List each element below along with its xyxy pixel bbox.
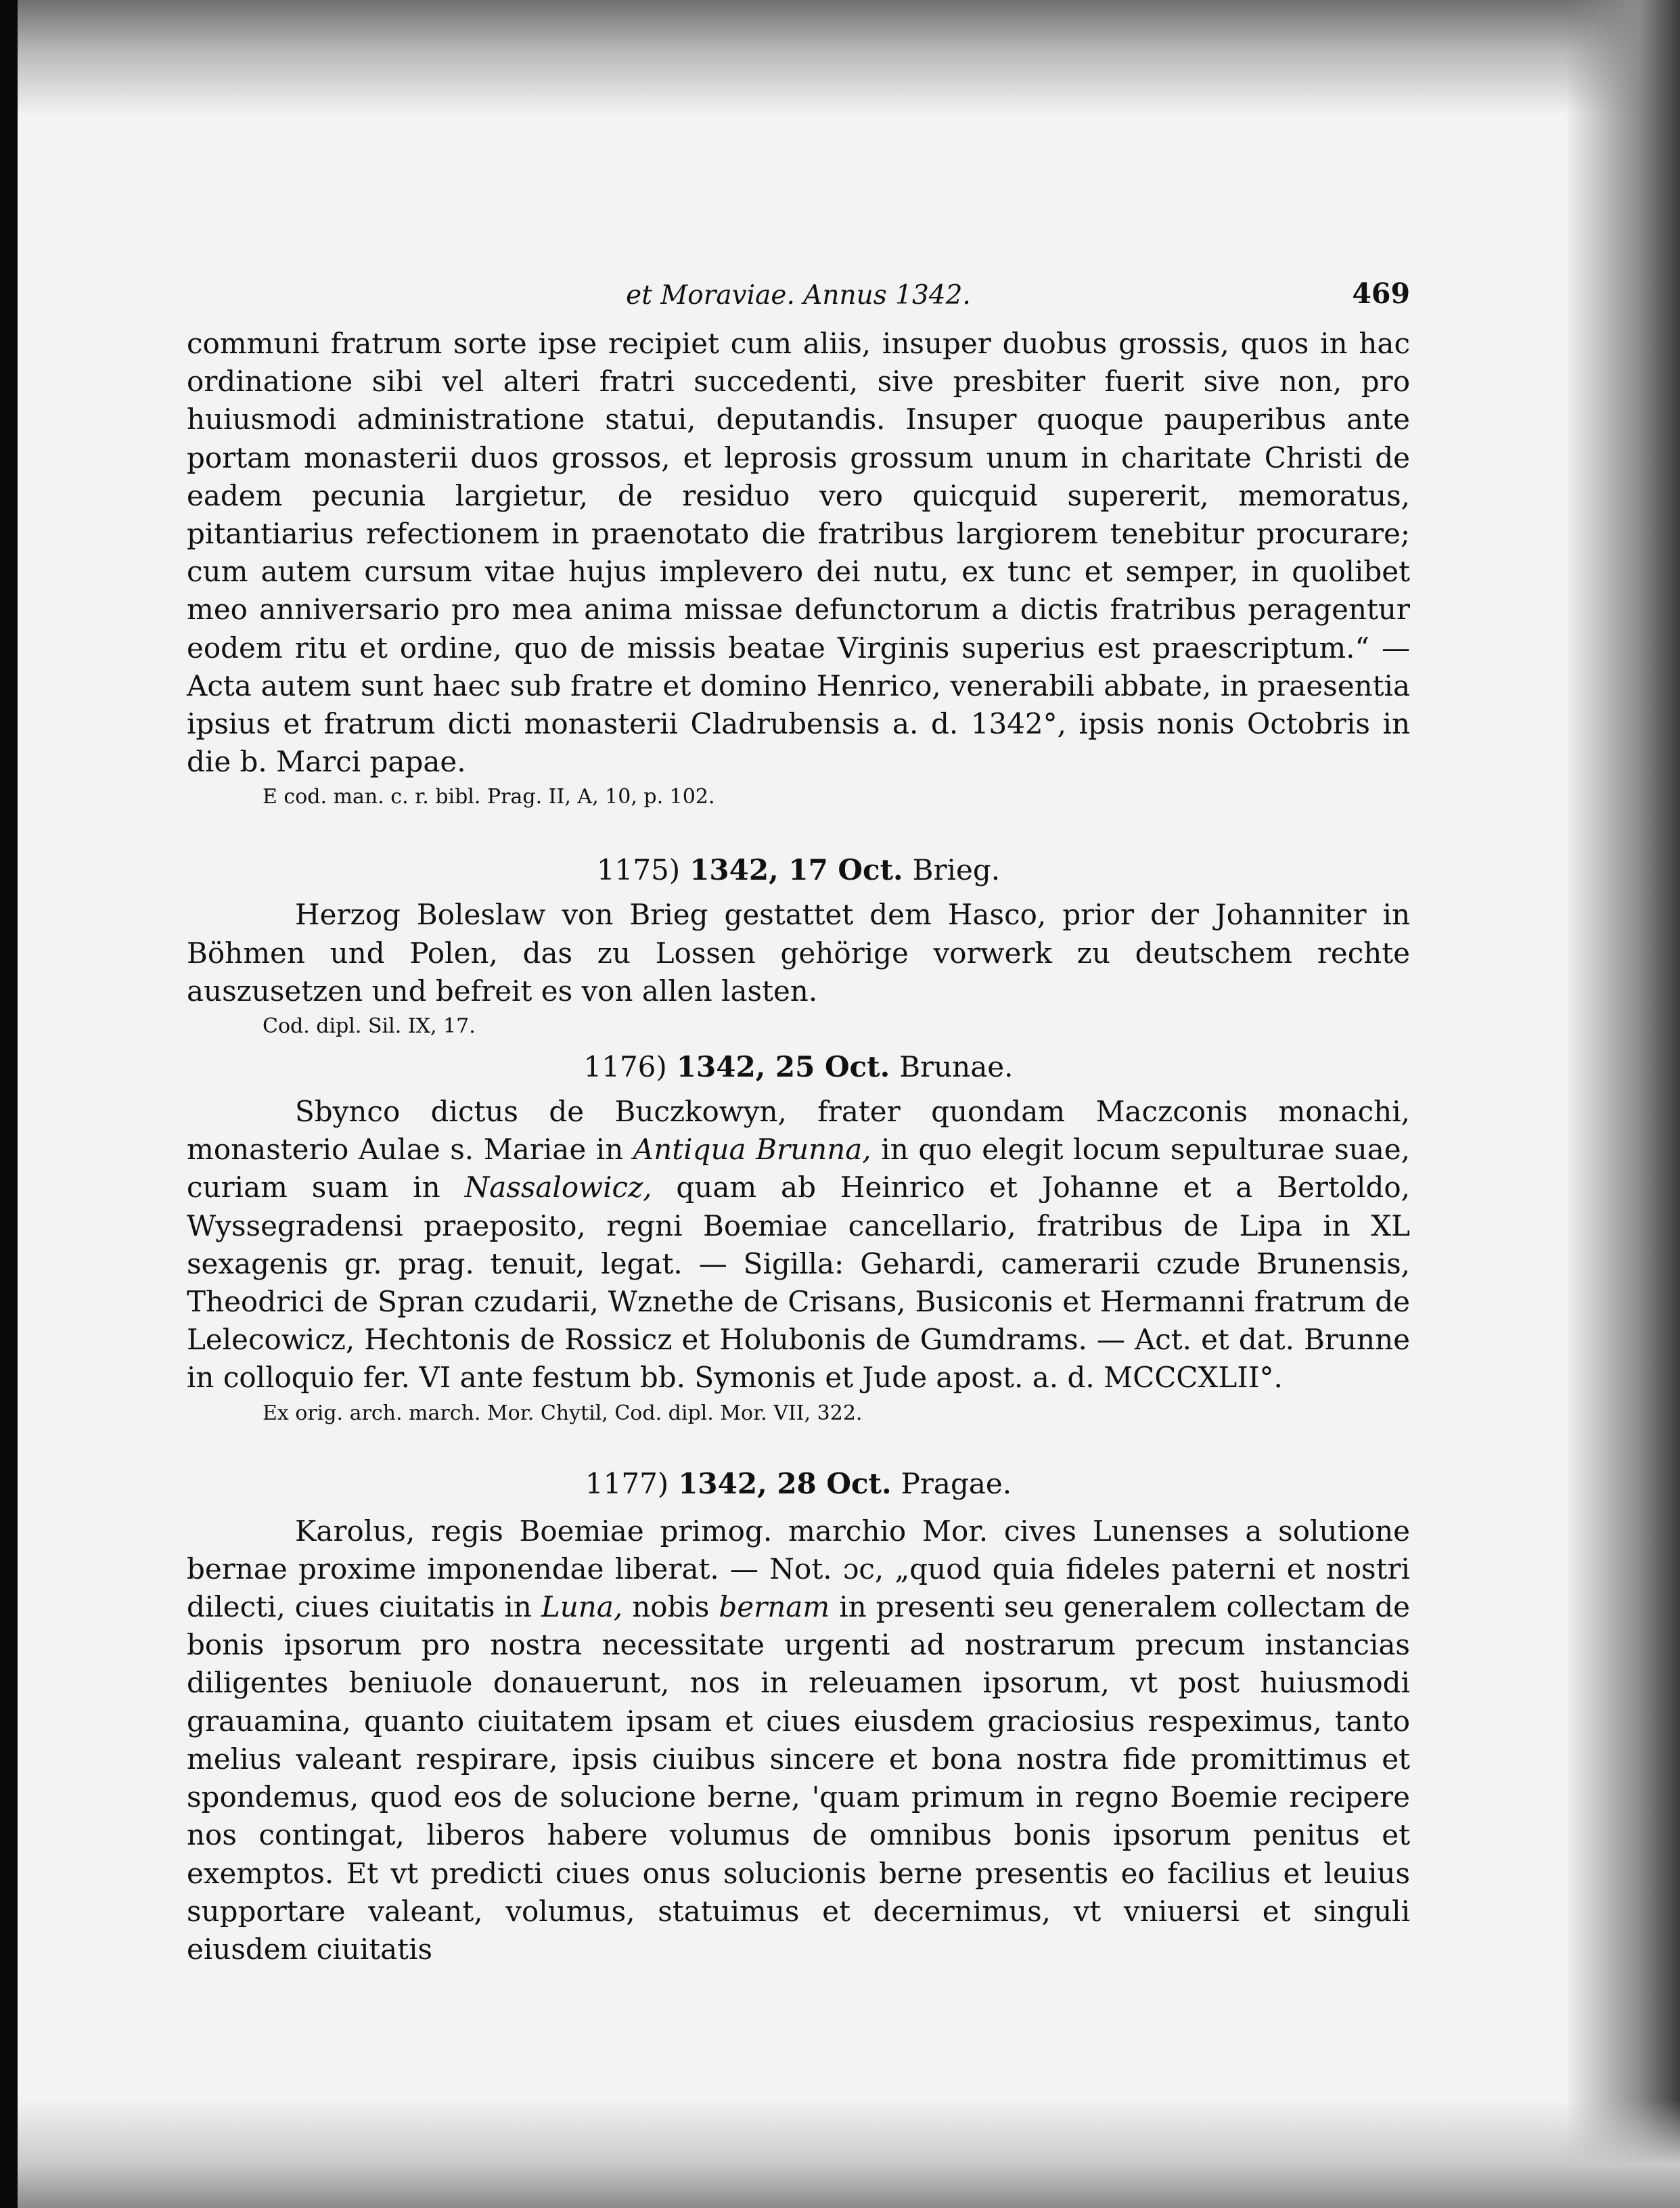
entry-place: Pragae. — [901, 1466, 1012, 1500]
page-number: 469 — [1352, 277, 1410, 310]
scan-edge-left — [0, 0, 18, 2208]
text-segment: nobis — [622, 1590, 719, 1624]
entry-1177-heading — [187, 1465, 1410, 1503]
italic-place-name: Antiqua Brunna, — [633, 1133, 871, 1167]
entry-1176-text — [187, 1093, 1410, 1397]
entry-1177-text — [187, 1512, 1410, 1968]
entry-date: 1342, 28 Oct. — [678, 1466, 892, 1500]
continuation-source: E cod. man. c. r. bibl. Prag. II, A, 10, p. 102. — [263, 785, 715, 809]
scan-shadow-top — [0, 0, 1680, 115]
italic-place-name: Luna, — [541, 1590, 623, 1624]
entry-1175-heading — [187, 851, 1410, 889]
page-content — [187, 271, 1410, 1968]
continuation-paragraph: communi fratrum sorte ipse recipiet cum aliis, insuper duobus grossis, quos in hac ordinatione sibi vel alteri fratri succedenti, sive presbiter fuerit sive non, pro huiusmodi administratione statui, deputandis. Insuper quoque pauperibus ante portam monasterii duos grossos, et leprosis grossum unum in charitate Christi de eadem pecunia largietur, de residuo vero quicquid supererit, memoratus, pitantiarius refectionem in praenotato die fratribus largiorem tenebitur procurare; cum autem cursum vitae hujus implevero dei nutu, ex tunc et semper, in quolibet meo anniversario pro mea anima missae defunctorum a dictis fratribus peragentur eodem ritu et ordine, quo de missis beatae Virginis superius est praescriptum.“ — Acta autem sunt haec sub fratre et domino Henrico, venerabili abbate, in praesentia ipsius et fratrum dicti monasterii Cladrubensis a. d. 1342°, ipsis nonis Octobris in die b. Marci papae. — [187, 327, 1410, 779]
entry-1175-source: Cod. dipl. Sil. IX, 17. — [263, 1014, 476, 1039]
running-head — [187, 271, 1410, 325]
entry-place: Brunae. — [899, 1050, 1014, 1084]
text-segment: Sbynco dictus de Buczkowyn, frater quondam Maczconis monachi, monasterio Aulae s. Mariae in — [187, 1095, 1410, 1167]
entry-date: 1342, 25 Oct. — [676, 1050, 890, 1084]
running-head-title: et Moraviae. Annus 1342. — [626, 280, 971, 311]
entry-number: 1177) — [585, 1466, 669, 1500]
text-segment: quam ab Heinrico et Johanne et a Bertoldo, Wyssegradensi praeposito, regni Boemiae cancellario, fratribus de Lipa in XL sexagenis gr. prag. tenuit, legat. — Sigilla: Gehardi, camerarii czude Brunensis, Theodrici de Spran czudarii, Wznethe de Crisans, Busiconis et Hermanni fratrum de Lelecowicz, Hechtonis de Rossicz et Holubonis de Gumdrams. — Act. et dat. Brunne in colloquio fer. VI ante festum bb. Symonis et Jude apost. a. d. MCCCXLII°. — [187, 1171, 1411, 1395]
entry-number: 1176) — [583, 1050, 667, 1084]
entry-number: 1175) — [596, 853, 681, 887]
scan-shadow-right — [1565, 0, 1680, 2208]
scan-shadow-bottom — [0, 2100, 1680, 2208]
entry-1176-source: Ex orig. arch. march. Mor. Chytil, Cod. dipl. Mor. VII, 322. — [263, 1401, 863, 1425]
italic-place-name: Nassalowicz, — [464, 1171, 652, 1204]
entry-date: 1342, 17 Oct. — [689, 853, 903, 887]
entry-1175-text: Herzog Boleslaw von Brieg gestattet dem Hasco, prior der Johanniter in Böhmen und Polen, das zu Lossen gehörige vorwerk zu deutschem rechte auszusetzen und befreit es von allen lasten. — [187, 898, 1410, 1008]
text-segment: in quo elegit locum sepulturae suae, curiam suam in — [187, 1133, 1411, 1204]
text-segment: in presenti seu generalem collectam de bonis ipsorum pro nostra necessitate urgenti ad nostrarum precum instancias diligentes beniuole donauerunt, nos in releuamen ipsorum, vt post huiusmodi grauamina, quanto ciuitatem ipsam et ciues eiusdem graciosius respeximus, tanto melius valeant respirare, ipsis ciuibus sincere et bona nostra fide promittimus et spondemus, quod eos de solucione berne, 'quam primum in regno Boemie recipere nos contingat, liberos habere volumus de omnibus bonis ipsorum penitus et exemptos. Et vt predicti ciues onus solucionis berne presentis eo facilius et leuius supportare valeant, volumus, statuimus et decernimus, vt vniuersi et singuli eiusdem ciuitatis — [187, 1590, 1410, 1966]
text-segment: Karolus, regis Boemiae primog. marchio Mor. cives Lunenses a solutione bernae proxime imponendae liberat. — Not. ɔc, „quod quia fideles paterni et nostri dilecti, ciues ciuitatis in — [187, 1514, 1410, 1624]
italic-term: bernam — [719, 1590, 830, 1624]
entry-place: Brieg. — [912, 853, 1001, 887]
entry-1176-heading — [187, 1048, 1410, 1086]
